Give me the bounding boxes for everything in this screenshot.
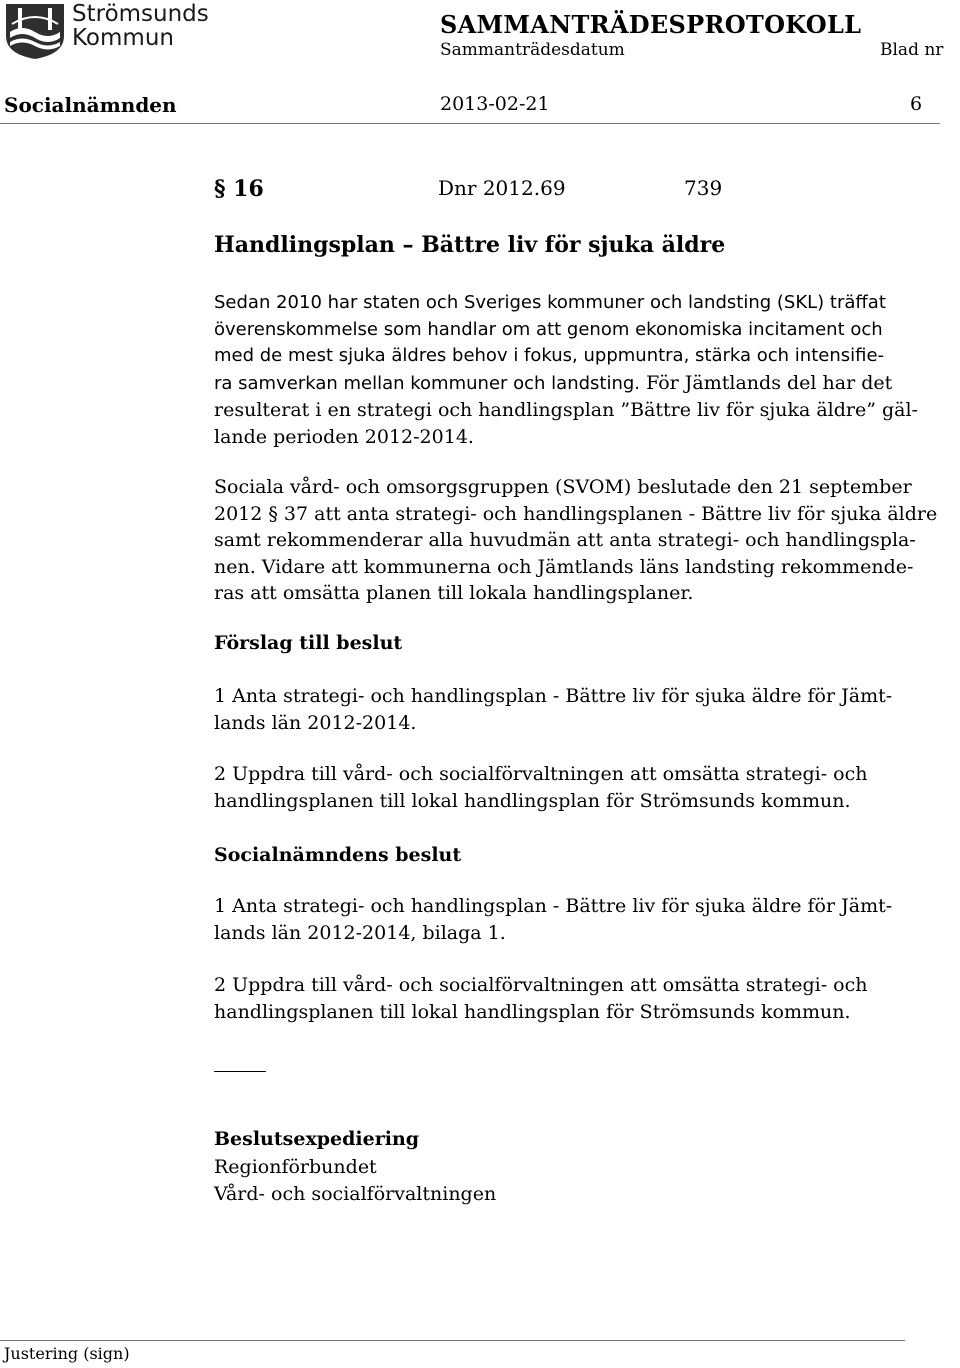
- text-line: lands län 2012-2014, bilaga 1.: [214, 921, 506, 944]
- text-fragment: ra samverkan mellan kommuner och landsting.: [214, 372, 641, 394]
- distribution-recipient: Regionförbundet: [214, 1156, 377, 1178]
- separator-line: [214, 1071, 266, 1072]
- proposal-heading: Förslag till beslut: [214, 632, 403, 654]
- case-code: 739: [684, 176, 723, 200]
- proposal-item-1: [214, 683, 899, 736]
- distribution-recipient: Vård- och socialförvaltningen: [214, 1182, 497, 1205]
- text-line: ras att omsätta planen till lokala handlingsplaner.: [214, 582, 694, 604]
- header-divider: [0, 123, 940, 124]
- distribution-heading: Beslutsexpediering: [214, 1128, 420, 1150]
- text-line: handlingsplanen till lokal handlingsplan för Strömsunds kommun.: [214, 1000, 851, 1023]
- text-line: lande perioden 2012-2014.: [214, 425, 474, 448]
- text-line: handlingsplanen till lokal handlingsplan för Strömsunds kommun.: [214, 789, 851, 812]
- text-line: Sociala vård- och omsorgsgruppen (SVOM) beslutade den 21 september: [214, 476, 912, 498]
- footer-divider: [0, 1340, 905, 1341]
- text-line: 2 Uppdra till vård- och socialförvaltningen att omsätta strategi- och: [214, 974, 868, 996]
- text-line-mixed: [214, 370, 899, 398]
- paragraph-svom: [214, 474, 938, 607]
- municipality-logo: [4, 2, 219, 62]
- text-line: Sedan 2010 har staten och Sveriges kommuner och landsting (SKL) träffat: [214, 292, 886, 313]
- decision-item-2: [214, 972, 899, 1025]
- text-line: 2 Uppdra till vård- och socialförvaltningen att omsätta strategi- och: [214, 763, 868, 785]
- proposal-item-2: [214, 761, 899, 814]
- text-line: resulterat i en strategi och handlingsplan ”Bättre liv för sjuka äldre” gäl-: [214, 399, 918, 421]
- text-line: 1 Anta strategi- och handlingsplan - Bättre liv för sjuka äldre för Jämt-: [214, 895, 893, 917]
- text-fragment: För Jämtlands del har det: [640, 371, 893, 394]
- text-line: 1 Anta strategi- och handlingsplan - Bättre liv för sjuka äldre för Jämt-: [214, 685, 893, 707]
- case-dnr: Dnr 2012.69: [438, 176, 566, 200]
- logo-line-2: Kommun: [72, 25, 174, 51]
- page-number: 6: [910, 93, 923, 115]
- logo-line-1: Strömsunds: [72, 1, 209, 27]
- text-line: 2012 § 37 att anta strategi- och handlingsplanen - Bättre liv för sjuka äldre: [214, 502, 938, 525]
- section-number: § 16: [214, 176, 264, 202]
- distribution-list: [214, 1154, 496, 1207]
- paragraph-background: [214, 290, 918, 450]
- document-title: Handlingsplan – Bättre liv för sjuka äldre: [214, 232, 726, 258]
- meeting-date: 2013-02-21: [440, 93, 550, 115]
- text-line: lands län 2012-2014.: [214, 711, 417, 734]
- text-line: samt rekommenderar alla huvudmän att anta strategi- och handlingspla-: [214, 529, 916, 551]
- strömsund-emblem-icon: [4, 2, 66, 60]
- protocol-title: SAMMANTRÄDESPROTOKOLL: [440, 10, 862, 39]
- organization-name: Socialnämnden: [4, 93, 177, 117]
- logo-wordmark: [72, 2, 209, 50]
- decision-heading: Socialnämndens beslut: [214, 844, 462, 866]
- text-line: överenskommelse som handlar om att genom ekonomiska incitament och: [214, 318, 883, 340]
- text-line: nen. Vidare att kommunerna och Jämtlands läns landsting rekommende-: [214, 555, 914, 578]
- justering-label: Justering (sign): [4, 1344, 130, 1363]
- decision-item-1: [214, 893, 899, 946]
- page-number-label: Blad nr: [880, 40, 944, 60]
- text-line: med de mest sjuka äldres behov i fokus, uppmuntra, stärka och intensifie-: [214, 345, 885, 366]
- meeting-date-label: Sammanträdesdatum: [440, 40, 625, 60]
